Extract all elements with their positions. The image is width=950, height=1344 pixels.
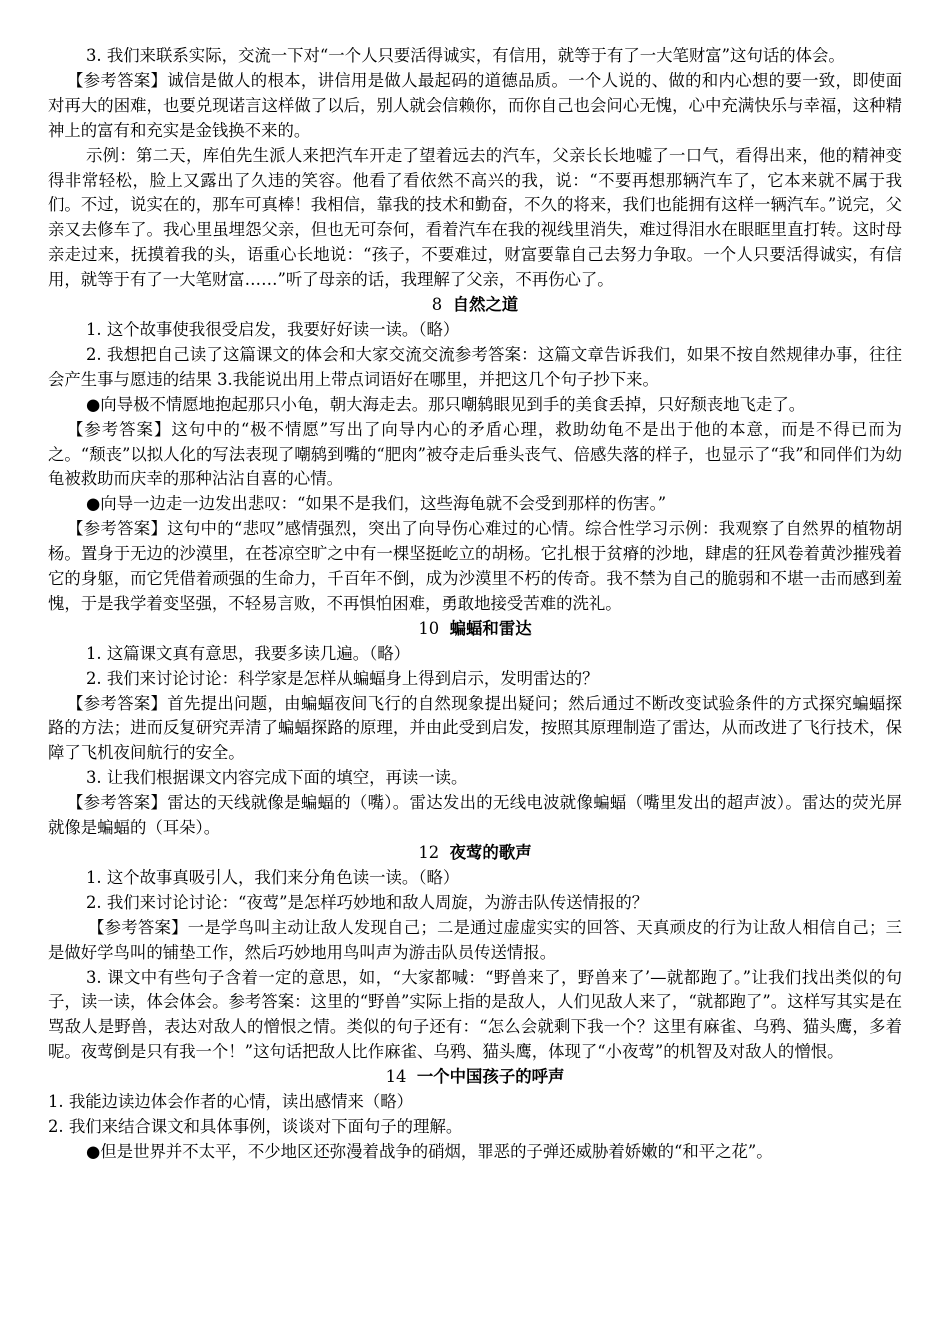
- question-paragraph: 2. 我们来结合课文和具体事例，谈谈对下面句子的理解。: [48, 1116, 463, 1136]
- bullet-paragraph: ●向导极不情愿地抱起那只小龟，朝大海走去。那只嘲鸫眼见到手的美食丢掉，只好颓丧地飞走了。: [86, 394, 806, 414]
- question-paragraph: 1. 这个故事使我很受启发，我要好好读一读。（略）: [86, 319, 460, 339]
- section-heading: [48, 617, 902, 642]
- answer-paragraph: 【参考答案】首先提出问题，由蝙蝠夜间飞行的自然现象提出疑问；然后通过不断改变试验条件的方式探究蝙蝠探路的方法；进而反复研究弄清了蝙蝠探路的原理，并由此受到启发，按照其原理制造了雷达，从而改进了飞行技术，保障了飞机夜间航行的安全。: [48, 693, 902, 763]
- section-title: 自然之道: [452, 295, 519, 315]
- question-paragraph: 3. 我们来联系实际，交流一下对“一个人只要活得诚实，有信用，就等于有了一大笔财富”这句话的体会。: [86, 46, 845, 65]
- question-paragraph: 3. 让我们根据课文内容完成下面的填空，再读一读。: [86, 768, 468, 788]
- question-paragraph: 2. 我想把自己读了这篇课文的体会和大家交流交流参考答案：这篇文章告诉我们，如果不按自然规律办事，往往会产生事与愿违的结果 3.我能说出用上带点词语好在哪里，并把这几个句子抄下来。: [48, 344, 902, 389]
- section-title: 一个中国孩子的呼声: [416, 1067, 565, 1087]
- section-number: 8: [431, 295, 443, 315]
- bullet-paragraph: ●但是世界并不太平，不少地区还弥漫着战争的硝烟，罪恶的子弹还威胁着娇嫩的“和平之花”。: [86, 1141, 773, 1161]
- example-paragraph: 示例：第二天，库伯先生派人来把汽车开走了望着远去的汽车，父亲长长地嘘了一口气，看得出来，他的精神变得非常轻松，脸上又露出了久违的笑容。他看了看依然不高兴的我，说：“不要再想那辆汽车了，它本来就不属于我们。不过，说实在的，那车可真棒！我相信，靠我的技术和勤奋，不久的将来，我们也能拥有这样一辆汽车。”说完，父亲又去修车了。我心里虽埋怨父亲，但也无可奈何，看着汽车在我的视线里消失，难过得泪水在眼眶里直打转。这时母亲走过来，抚摸着我的头，语重心长地说：“孩子，不要难过，财富要靠自己去努力争取。一个人只要活得诚实，有信用，就等于有了一大笔财富……”听了母亲的话，我理解了父亲，不再伤心了。: [48, 145, 902, 290]
- section-number: 12: [418, 843, 440, 862]
- question-paragraph: 1. 这篇课文真有意思，我要多读几遍。（略）: [86, 643, 411, 663]
- section-title: 夜莺的歌声: [449, 843, 532, 862]
- question-paragraph: 2. 我们来讨论讨论：科学家是怎样从蝙蝠身上得到启示，发明雷达的？: [86, 668, 599, 688]
- answer-paragraph: 【参考答案】雷达的天线就像是蝙蝠的（嘴）。雷达发出的无线电波就像蝙蝠（嘴里发出的超声波）。雷达的荧光屏就像是蝙蝠的（耳朵）。: [48, 793, 902, 838]
- question-paragraph: 3. 课文中有些句子含着一定的意思，如，“大家都喊：“野兽来了，野兽来了’—就都跑了。”让我们找出类似的句子，读一读，体会体会。参考答案：这里的“野兽”实际上指的是敌人，人们见敌人来了，“就都跑了”。这样写其实是在骂敌人是野兽，表达对敌人的憎恨之情。类似的句子还有：“怎么会就剩下我一个？这里有麻雀、乌鸦、猫头鹰，多着呢。夜莺倒是只有我一个！”这句话把敌人比作麻雀、乌鸦、猫头鹰，体现了“小夜莺”的机智及对敌人的憎恨。: [48, 967, 902, 1062]
- section-title: 蝙蝠和雷达: [449, 618, 532, 638]
- answer-paragraph: 【参考答案】这句中的“悲叹”感情强烈，突出了向导伤心难过的心情。综合性学习示例：我观察了自然界的植物胡杨。置身于无边的沙漠里，在苍凉空旷之中有一棵坚挺屹立的胡杨。它扎根于贫瘠的沙地，肆虐的狂风卷着黄沙摧残着它的身躯，而它凭借着顽强的生命力，千百年不倒，成为沙漠里不朽的传奇。我不禁为自己的脆弱和不堪一击而感到羞愧，于是我学着变坚强，不轻易言败，不再惧怕困难，勇敢地接受苦难的洗礼。: [48, 519, 902, 613]
- answer-paragraph: 【参考答案】一是学鸟叫主动让敌人发现自己；二是通过虚虚实实的回答、天真顽皮的行为让敌人相信自己；三是做好学鸟叫的铺垫工作，然后巧妙地用鸟叫声为游击队员传送情报。: [48, 917, 902, 962]
- section-heading: [48, 1065, 902, 1090]
- question-paragraph: 1. 我能边读边体会作者的心情，读出感情来（略）: [48, 1092, 414, 1112]
- answer-paragraph: 【参考答案】这句中的“极不情愿”写出了向导内心的矛盾心理，救助幼龟不是出于他的本意，而是不得已而为之。“颓丧”以拟人化的写法表现了嘲鸫到嘴的“肥肉”被夺走后垂头丧气、倍感失落的样子，也显示了“我”和同伴们为幼龟被救助而庆幸的那种沾沾自喜的心情。: [48, 419, 902, 489]
- section-number: 14: [385, 1067, 407, 1087]
- question-paragraph: 1. 这个故事真吸引人，我们来分角色读一读。（略）: [86, 867, 460, 887]
- bullet-paragraph: ●向导一边走一边发出悲叹：“如果不是我们，这些海龟就不会受到那样的伤害。”: [86, 494, 667, 514]
- answer-paragraph: 【参考答案】诚信是做人的根本，讲信用是做人最起码的道德品质。一个人说的、做的和内心想的要一致，即使面对再大的困难，也要兑现诺言这样做了以后，别人就会信赖你，而你自己也会问心无愧，心中充满快乐与幸福，这种精神上的富有和充实是金钱换不来的。: [48, 70, 902, 140]
- section-heading: [48, 841, 902, 866]
- section-number: 10: [418, 618, 440, 638]
- section-heading: [48, 293, 902, 318]
- question-paragraph: 2. 我们来讨论讨论：“夜莺”是怎样巧妙地和敌人周旋，为游击队传送情报的？: [86, 892, 649, 912]
